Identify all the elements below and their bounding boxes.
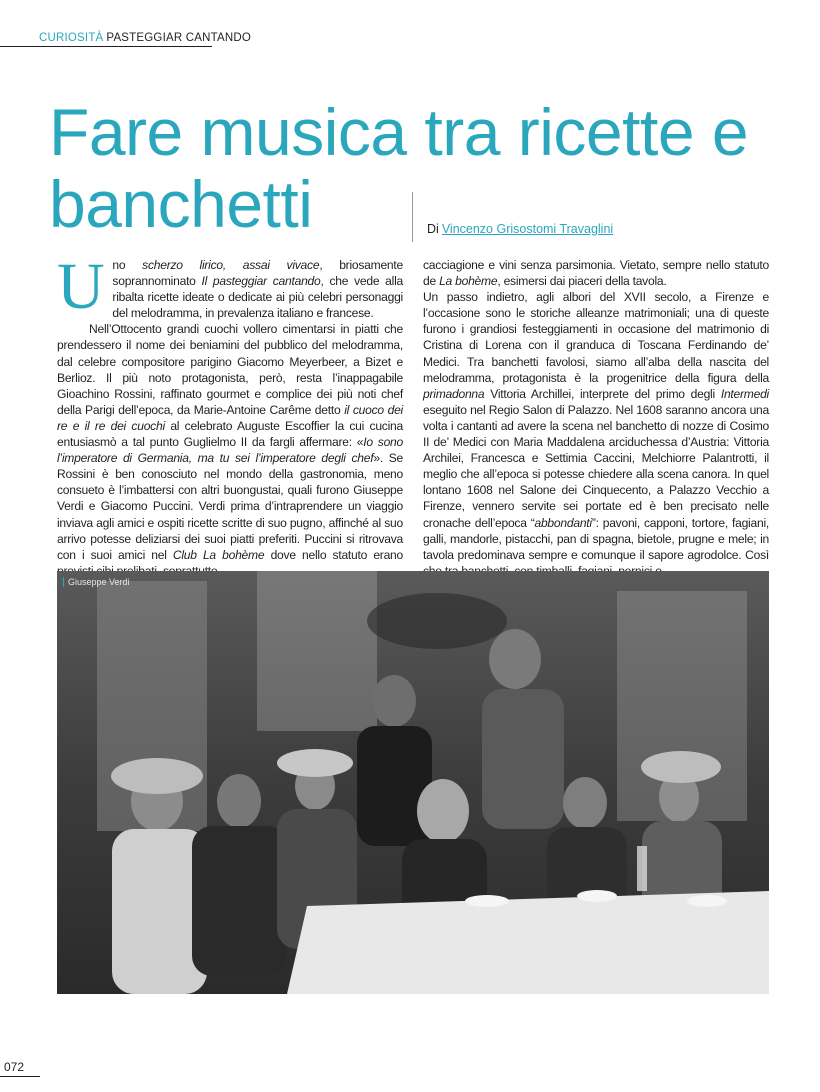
italic-text: La bohème bbox=[439, 274, 498, 289]
page-number: 072 bbox=[4, 1060, 25, 1074]
header-rule bbox=[0, 46, 212, 47]
italic-text: primadonna bbox=[423, 386, 485, 401]
page-number-rule bbox=[0, 1076, 40, 1077]
byline bbox=[427, 222, 613, 236]
section-category: CURIOSITÀ bbox=[39, 32, 104, 44]
text: Un passo indietro, agli albori del XVII secolo, a Firenze e l’occasione sono le storiche alleanze matrimoniali; una di queste furono i grandiosi festeggiamenti in occasione del matrimonio di Cristina di Lorena con il granduca di Toscana Ferdinando de’ Medici. Tra banchetti favolosi, siamo all’alba della nascita del melodramma, protagonista è la progenitrice della figura della bbox=[423, 290, 769, 385]
author-link[interactable]: Vincenzo Grisostomi Travaglini bbox=[441, 222, 614, 236]
italic-text: il cuoco dei re e il re dei cuochi bbox=[57, 402, 403, 433]
text: Nell’Ottocento grandi cuochi vollero cimentarsi in piatti che prendessero il nome dei beniamini del pubblico del melodramma, dal celebre compositore parigino Giacomo Meyerbeer, a Bizet e Berlioz. Il più noto protagonista, però, resta l’inappagabile Gioachino Rossini, raffinato gourmet e complice dei più noti chef della Parigi dell’epoca, da Marie-Antoine Carême detto bbox=[57, 322, 403, 417]
text: dove nello statuto erano bbox=[270, 547, 404, 562]
italic-text: abbondanti bbox=[534, 515, 592, 530]
article-column-right bbox=[423, 257, 769, 579]
historical-photo bbox=[57, 571, 769, 994]
text: ». Se Rossini è ben conosciuto nel mondo della gastronomia, meno consueto è l’imbattersi con altri buongustai, quali furono Giuseppe Verdi e Giacomo Puccini. Verdi prima d’intraprendere un viaggio inviava agli amici e ospiti ricette scritte di suo pugno, affinché al suo arrivo potesse deliziarsi dei suoi piatti preferiti. Puccini si ritrovava con i suoi amici nel bbox=[57, 451, 403, 562]
text: no bbox=[112, 258, 143, 272]
title-divider bbox=[412, 192, 413, 242]
photo-illustration bbox=[57, 571, 769, 994]
text: , esimersi dai piaceri della tavola. bbox=[497, 274, 667, 289]
italic-text: Il pasteggiar cantando bbox=[201, 274, 321, 289]
italic-text: Club La bohème bbox=[172, 547, 265, 562]
section-topic: PASTEGGIAR CANTANDO bbox=[106, 32, 252, 44]
italic-text: scherzo lirico, assai vivace bbox=[142, 258, 320, 272]
section-label bbox=[39, 32, 251, 44]
text: , che vede alla ribalta ricette ideate o dedicate ai più celebri personaggi del melodramma, in prevalenza italiano e francese. bbox=[112, 274, 403, 321]
text: ”: pavoni, capponi, tortore, fagiani, galli, mandorle, pistacchi, pan di spagna, bietole, prugne e mele; in tavola predominava sempre e comunque il sapore agrodolce. Così bbox=[423, 515, 769, 562]
paragraph bbox=[57, 321, 403, 579]
drop-cap: U bbox=[57, 250, 105, 323]
paragraph bbox=[57, 250, 403, 323]
text: cacciagione e vini senza parsimonia. Vietato, sempre nello statuto de bbox=[423, 258, 769, 289]
paragraph bbox=[423, 289, 769, 579]
article-column-left bbox=[57, 250, 404, 579]
text: eseguito nel Regio Salon di Palazzo. Nel 1608 saranno ancora una volta i cantanti ad avere la scena nel banchetto di nozze di Cosimo II de’ Medici con Maria Maddalena arciduchessa d’Austria: Vittoria Archilei, Francesca e Settimia Caccini, Melchiorre Palantrotti, il meglio che all’epoca si potesse chiedere alla scena canora. In quel lontano 1608 nel Salone dei Cinquecento, a Palazzo Vecchio a Firenze, vennero servite sei portate ed è ben precisato nelle cronache dell’epoca “ bbox=[423, 402, 769, 530]
italic-text: Io sono l’imperatore di Germania, ma tu sei l’imperatore degli chef bbox=[57, 435, 403, 466]
photo-caption: Giuseppe Verdi bbox=[63, 577, 130, 587]
text: al celebrato Auguste Escoffier la cui cucina entusiasmò a tal punto Guglielmo II da fargli affermare: « bbox=[57, 418, 403, 450]
paragraph bbox=[423, 257, 769, 289]
text: , briosamente soprannominato bbox=[112, 258, 403, 289]
text: Vittoria Archillei, interprete del primo degli bbox=[484, 386, 721, 401]
article-title: Fare musica tra ricette e banchetti bbox=[49, 95, 749, 241]
italic-text: Intermedi bbox=[720, 386, 769, 401]
byline-prefix: Di bbox=[427, 222, 439, 236]
